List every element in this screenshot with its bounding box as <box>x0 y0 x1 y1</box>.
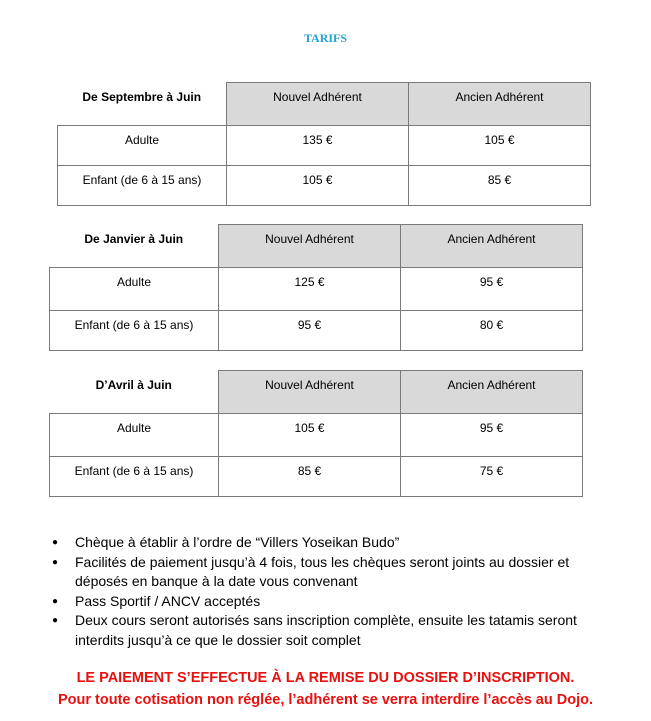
header-new-member: Nouvel Adhérent <box>219 371 401 414</box>
period-label: D’Avril à Juin <box>95 377 172 392</box>
unpaid-warning: Pour toute cotisation non réglée, l’adhérent se verra interdire l’accès au Dojo. <box>57 692 594 708</box>
price-new: 105 € <box>227 166 409 206</box>
row-label: Adulte <box>50 414 219 457</box>
price-new: 85 € <box>219 457 401 497</box>
table-row <box>50 268 583 311</box>
header-old-member: Ancien Adhérent <box>401 371 583 414</box>
price-new: 95 € <box>219 311 401 351</box>
tarif-table-septembre <box>57 82 591 206</box>
price-old: 80 € <box>401 311 583 351</box>
list-item: ● Chèque à établir à l’ordre de “Villers Yoseikan Budo” <box>52 533 612 553</box>
price-new: 125 € <box>219 268 401 311</box>
row-label: Enfant (de 6 à 15 ans) <box>50 311 219 351</box>
table-row <box>50 457 583 497</box>
header-new-member: Nouvel Adhérent <box>227 83 409 126</box>
payment-info-list <box>52 533 612 650</box>
price-old: 105 € <box>409 126 591 166</box>
table-row <box>50 414 583 457</box>
list-item: ● Pass Sportif / ANCV acceptés <box>52 592 612 612</box>
list-item: ● Deux cours seront autorisés sans inscription complète, ensuite les tatamis seront interdits jusqu’à ce que le dossier soit complet <box>52 611 612 650</box>
price-old: 85 € <box>409 166 591 206</box>
table-row <box>58 126 591 166</box>
tarif-table-janvier <box>49 224 583 351</box>
price-new: 135 € <box>227 126 409 166</box>
table-row <box>50 311 583 351</box>
header-old-member: Ancien Adhérent <box>409 83 591 126</box>
row-label: Enfant (de 6 à 15 ans) <box>50 457 219 497</box>
header-new-member: Nouvel Adhérent <box>219 225 401 268</box>
list-item: ● Facilités de paiement jusqu’à 4 fois, tous les chèques seront joints au dossier et déposés en banque à la date vous convenant <box>52 553 612 592</box>
header-old-member: Ancien Adhérent <box>401 225 583 268</box>
page-title: TARIFS <box>303 31 348 45</box>
payment-notice: LE PAIEMENT S’EFFECTUE À LA REMISE DU DOSSIER D’INSCRIPTION. <box>76 670 575 686</box>
row-label: Enfant (de 6 à 15 ans) <box>58 166 227 206</box>
price-old: 95 € <box>401 268 583 311</box>
table-row <box>58 166 591 206</box>
price-old: 75 € <box>401 457 583 497</box>
tarif-table-avril <box>49 370 583 497</box>
price-old: 95 € <box>401 414 583 457</box>
period-label: De Janvier à Juin <box>84 231 184 246</box>
period-label: De Septembre à Juin <box>82 89 202 104</box>
row-label: Adulte <box>58 126 227 166</box>
price-new: 105 € <box>219 414 401 457</box>
row-label: Adulte <box>50 268 219 311</box>
